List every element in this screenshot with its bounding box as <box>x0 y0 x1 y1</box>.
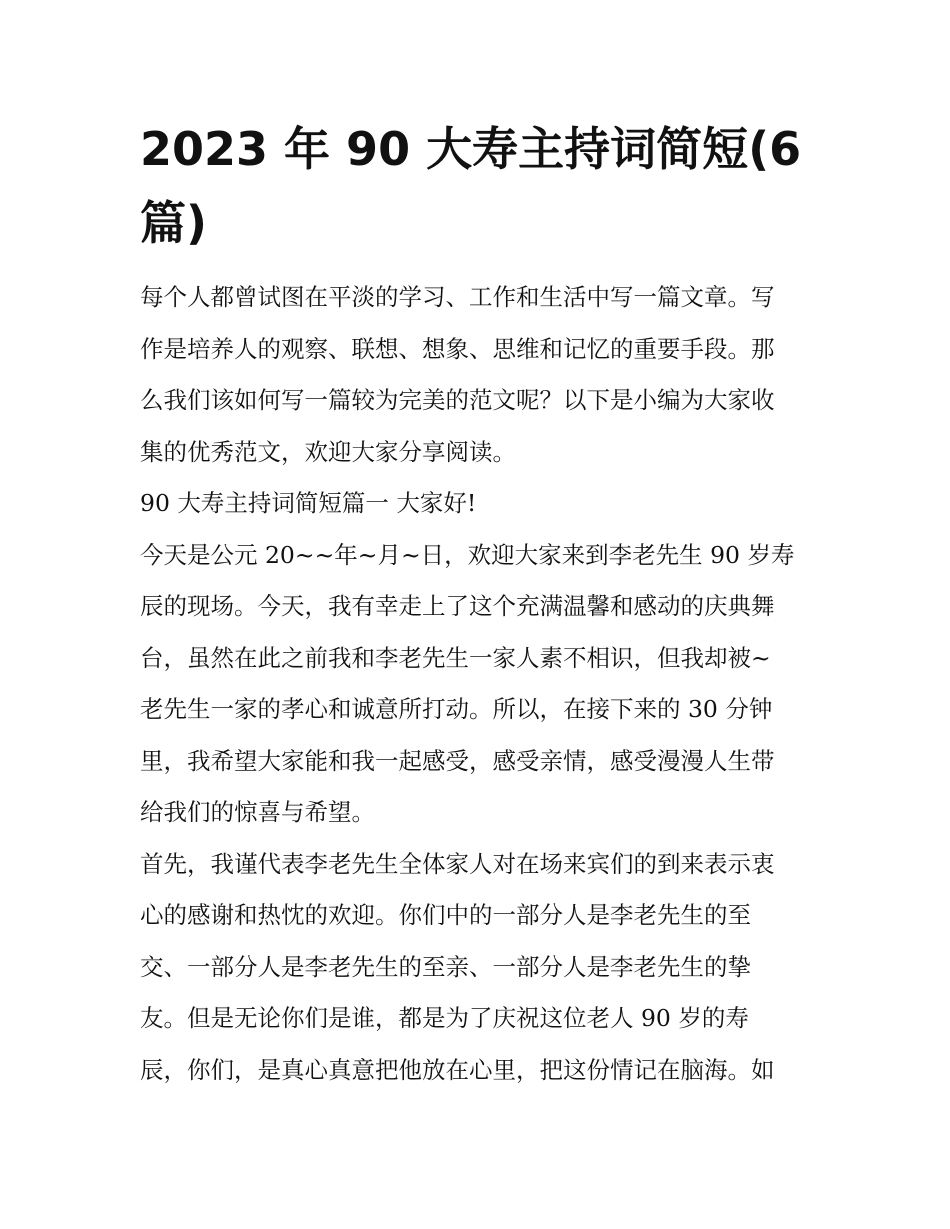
text-line: 90 大寿主持词简短篇一 大家好! <box>140 489 477 517</box>
text-line: 老先生一家的孝心和诚意所打动。所以，在接下来的 30 分钟 <box>140 695 773 723</box>
text-line: 给我们的惊喜与希望。 <box>140 798 375 826</box>
section-heading-paragraph <box>140 478 815 530</box>
text-line: 么我们该如何写一篇较为完美的范文呢？以下是小编为大家收 <box>140 386 775 414</box>
body-paragraph <box>140 530 815 839</box>
text-line: 里，我希望大家能和我一起感受，感受亲情，感受漫漫人生带 <box>140 746 775 775</box>
text-line: 今天是公元 20~~年~月~日，欢迎大家来到李老先生 90 岁寿 <box>140 540 795 569</box>
text-line: 作是培养人的观察、联想、想象、思维和记忆的重要手段。那 <box>140 334 775 363</box>
document-page <box>140 112 815 1096</box>
text-line: 集的优秀范文，欢迎大家分享阅读。 <box>140 437 516 466</box>
text-line: 首先，我谨代表李老先生全体家人对在场来宾们的到来表示衷 <box>140 849 775 878</box>
intro-paragraph <box>140 272 815 478</box>
text-line: 辰，你们，是真心真意把他放在心里，把这份情记在脑海。如 <box>140 1055 775 1084</box>
text-line: 每个人都曾试图在平淡的学习、工作和生活中写一篇文章。写 <box>140 283 775 311</box>
text-line: 交、一部分人是李老先生的至亲、一部分人是李老先生的挚 <box>140 952 751 981</box>
text-line: 辰的现场。今天，我有幸走上了这个充满温馨和感动的庆典舞 <box>140 592 775 620</box>
text-line: 台，虽然在此之前我和李老先生一家人素不相识，但我却被~ <box>140 643 771 672</box>
title-line: 篇) <box>140 196 208 250</box>
text-line: 友。但是无论你们是谁，都是为了庆祝这位老人 90 岁的寿 <box>140 1004 749 1032</box>
page-title <box>140 112 815 260</box>
title-line: 2023 年 90 大寿主持词简短(6 <box>140 122 802 176</box>
text-line: 心的感谢和热忱的欢迎。你们中的一部分人是李老先生的至 <box>140 901 751 929</box>
body-paragraph <box>140 839 815 1097</box>
